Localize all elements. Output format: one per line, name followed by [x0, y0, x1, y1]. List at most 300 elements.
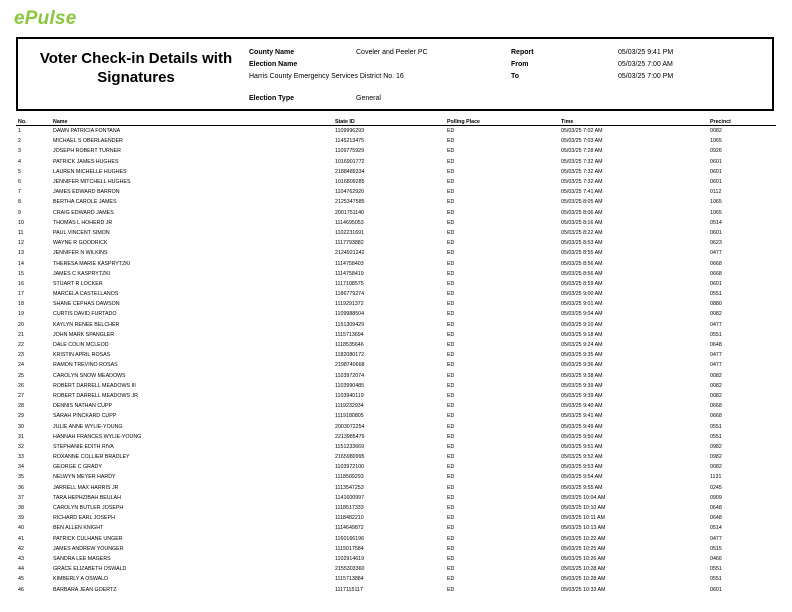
cell-polling-place: ED — [447, 138, 455, 145]
table-row — [16, 309, 776, 319]
table-row — [16, 574, 776, 584]
cell-no: 11 — [18, 229, 24, 236]
cell-precinct: 0926 — [710, 148, 722, 155]
cell-precinct: 0082 — [710, 311, 722, 318]
cell-polling-place: ED — [447, 342, 455, 349]
cell-state-id: 1141600997 — [335, 494, 365, 501]
cell-no: 45 — [18, 576, 24, 583]
cell-precinct: 0909 — [710, 494, 722, 501]
cell-polling-place: ED — [447, 494, 455, 501]
cell-precinct: 1065 — [710, 199, 722, 206]
report-header — [16, 37, 774, 111]
cell-no: 46 — [18, 586, 24, 593]
to-value: 05/03/25 7:00 PM — [618, 73, 674, 80]
cell-state-id: 1118509293 — [335, 474, 364, 481]
cell-state-id: 1113547253 — [335, 484, 364, 491]
cell-time: 05/03/25 10:22 AM — [561, 535, 606, 542]
cell-precinct: 0668 — [710, 413, 722, 420]
cell-state-id: 1151309429 — [335, 321, 365, 328]
cell-time: 05/03/25 10:26 AM — [561, 555, 606, 562]
cell-name: CRAIG EDWARD JAMES — [53, 209, 114, 216]
cell-name: JOHN MARK SPANGLER — [53, 331, 115, 338]
table-row — [16, 513, 776, 523]
cell-name: BARBARA JEAN GOERTZ — [53, 586, 117, 593]
cell-no: 39 — [18, 515, 24, 522]
cell-name: CURTIS DAVID FURTADO — [53, 311, 117, 318]
table-row — [16, 187, 776, 197]
cell-polling-place: ED — [447, 413, 455, 420]
cell-state-id: 1114649872 — [335, 525, 364, 532]
cell-time: 05/03/25 9:00 AM — [561, 291, 603, 298]
cell-no: 6 — [18, 179, 21, 186]
cell-time: 05/03/25 8:16 AM — [561, 219, 603, 226]
cell-no: 44 — [18, 566, 24, 573]
cell-state-id: 1102914619 — [335, 555, 365, 562]
table-row — [16, 483, 776, 493]
cell-state-id: 1115017584 — [335, 545, 364, 552]
col-header-name: Name — [51, 115, 333, 126]
cell-polling-place: ED — [447, 168, 455, 175]
table-row — [16, 167, 776, 177]
table-row — [16, 146, 776, 156]
table-row — [16, 238, 776, 248]
cell-name: JAMES C KASPRYTZKI — [53, 270, 111, 277]
cell-precinct: 0668 — [710, 260, 722, 267]
cell-polling-place: ED — [447, 260, 455, 267]
cell-state-id: 2001751140 — [335, 209, 365, 216]
cell-state-id: 1104762920 — [335, 189, 365, 196]
cell-time: 05/03/25 8:56 AM — [561, 260, 603, 267]
cell-name: THERESA MARIE KASPRYTZKI — [53, 260, 131, 267]
cell-no: 18 — [18, 301, 24, 308]
col-header-polling-place: Polling Place — [445, 115, 559, 126]
cell-name: JOSEPH ROBERT TURNER — [53, 148, 121, 155]
cell-precinct: 0551 — [710, 291, 722, 298]
cell-name: PATRICK JAMES HUGHES — [53, 158, 119, 165]
cell-polling-place: ED — [447, 321, 455, 328]
cell-state-id: 1109996293 — [335, 128, 365, 135]
cell-state-id: 1109775929 — [335, 148, 365, 155]
cell-no: 20 — [18, 321, 24, 328]
cell-no: 23 — [18, 352, 24, 359]
cell-precinct: 0648 — [710, 342, 722, 349]
cell-name: BERTHA CAROLE JAMES — [53, 199, 117, 206]
cell-polling-place: ED — [447, 240, 455, 247]
cell-precinct: 0082 — [710, 128, 722, 135]
cell-polling-place: ED — [447, 454, 455, 461]
cell-polling-place: ED — [447, 280, 455, 287]
cell-precinct: 0982 — [710, 454, 722, 461]
cell-time: 05/03/25 9:40 AM — [561, 403, 603, 410]
cell-state-id: 1109988504 — [335, 311, 365, 318]
cell-time: 05/03/25 7:32 AM — [561, 168, 603, 175]
table-row — [16, 340, 776, 350]
cell-time: 05/03/25 9:49 AM — [561, 423, 603, 430]
cell-state-id: 2213985479 — [335, 433, 365, 440]
cell-time: 05/03/25 7:32 AM — [561, 158, 603, 165]
cell-name: ROBERT DARRELL MEADOWS III — [53, 382, 136, 389]
cell-name: PATRICK CULHANE UNGER — [53, 535, 123, 542]
cell-precinct: 0551 — [710, 433, 722, 440]
cell-name: JENNIFER N WILKINS — [53, 250, 108, 257]
cell-precinct: 0082 — [710, 464, 722, 471]
cell-time: 05/03/25 10:13 AM — [561, 525, 606, 532]
cell-precinct: 0982 — [710, 443, 722, 450]
cell-name: SARAH PINCKARD CUPP — [53, 413, 117, 420]
cell-state-id: 1103972074 — [335, 372, 365, 379]
cell-precinct: 0112 — [710, 189, 722, 196]
cell-name: THOMAS L HOHERD JR — [53, 219, 113, 226]
cell-name: JARRELL MAX HARRIS JR — [53, 484, 119, 491]
table-row — [16, 136, 776, 146]
election-type-value: General — [356, 95, 381, 102]
cell-time: 05/03/25 10:10 AM — [561, 505, 606, 512]
cell-no: 17 — [18, 291, 24, 298]
cell-name: HANNAH FRANCES WYLIE-YOUNG — [53, 433, 142, 440]
cell-state-id: 2198740668 — [335, 362, 365, 369]
table-row — [16, 493, 776, 503]
table-row — [16, 503, 776, 513]
cell-no: 43 — [18, 555, 24, 562]
cell-state-id: 1117793882 — [335, 240, 364, 247]
table-row — [16, 452, 776, 462]
cell-precinct: 0551 — [710, 331, 722, 338]
cell-name: RICHARD EARL JOSEPH — [53, 515, 115, 522]
cell-precinct: 0551 — [710, 566, 722, 573]
cell-no: 35 — [18, 474, 24, 481]
cell-no: 32 — [18, 443, 24, 450]
cell-name: GEORGE C GRADY — [53, 464, 102, 471]
cell-name: DALE COLIN MCLEOD — [53, 342, 109, 349]
cell-polling-place: ED — [447, 423, 455, 430]
cell-polling-place: ED — [447, 555, 455, 562]
cell-polling-place: ED — [447, 525, 455, 532]
cell-polling-place: ED — [447, 199, 455, 206]
cell-name: JAMES ANDREW YOUNGER — [53, 545, 124, 552]
cell-polling-place: ED — [447, 209, 455, 216]
cell-polling-place: ED — [447, 352, 455, 359]
cell-state-id: 2165980995 — [335, 454, 365, 461]
cell-time: 05/03/25 9:39 AM — [561, 392, 603, 399]
cell-state-id: 1117115117 — [335, 586, 363, 593]
cell-name: KIMBERLY A OSWALD — [53, 576, 108, 583]
cell-no: 7 — [18, 189, 21, 196]
cell-state-id: 1151233669 — [335, 443, 365, 450]
table-row — [16, 299, 776, 309]
cell-time: 05/03/25 8:05 AM — [561, 199, 603, 206]
cell-state-id: 2155303360 — [335, 566, 365, 573]
cell-time: 05/03/25 9:53 AM — [561, 464, 603, 471]
cell-time: 05/03/25 7:03 AM — [561, 138, 603, 145]
cell-state-id: 2188489334 — [335, 168, 365, 175]
cell-no: 36 — [18, 484, 24, 491]
cell-state-id: 1114758419 — [335, 270, 364, 277]
cell-state-id: 1118535646 — [335, 342, 364, 349]
cell-name: CAROLYN BUTLER JOSEPH — [53, 505, 124, 512]
cell-polling-place: ED — [447, 189, 455, 196]
cell-state-id: 1117108575 — [335, 280, 364, 287]
table-row — [16, 177, 776, 187]
cell-polling-place: ED — [447, 392, 455, 399]
cell-no: 37 — [18, 494, 24, 501]
cell-polling-place: ED — [447, 128, 455, 135]
cell-time: 05/03/25 8:55 AM — [561, 250, 603, 257]
cell-no: 3 — [18, 148, 21, 155]
cell-no: 38 — [18, 505, 24, 512]
table-row — [16, 279, 776, 289]
cell-polling-place: ED — [447, 515, 455, 522]
cell-polling-place: ED — [447, 250, 455, 257]
table-row — [16, 258, 776, 268]
cell-polling-place: ED — [447, 576, 455, 583]
cell-state-id: 1182080172 — [335, 352, 365, 359]
cell-state-id: 2124921242 — [335, 250, 365, 257]
cell-polling-place: ED — [447, 443, 455, 450]
cell-polling-place: ED — [447, 331, 455, 338]
epulse-logo: ePulse — [14, 8, 77, 29]
cell-precinct: 0623 — [710, 240, 722, 247]
cell-precinct: 0601 — [710, 229, 722, 236]
cell-no: 12 — [18, 240, 24, 247]
cell-state-id: 1119291372 — [335, 301, 364, 308]
cell-time: 05/03/25 10:28 AM — [561, 576, 606, 583]
cell-state-id: 1186779274 — [335, 291, 365, 298]
cell-time: 05/03/25 9:04 AM — [561, 311, 603, 318]
cell-polling-place: ED — [447, 229, 455, 236]
cell-precinct: 1065 — [710, 138, 722, 145]
cell-name: CAROLYN SNOW MEADOWS — [53, 372, 126, 379]
cell-state-id: 1118517333 — [335, 505, 364, 512]
cell-no: 24 — [18, 362, 24, 369]
col-header-no: No. — [16, 115, 51, 126]
report-value: 05/03/25 9:41 PM — [618, 49, 674, 56]
cell-time: 05/03/25 10:25 AM — [561, 545, 606, 552]
cell-state-id: 1118482210 — [335, 515, 364, 522]
cell-time: 05/03/25 9:35 AM — [561, 352, 603, 359]
cell-name: MARCELA CASTELLANOS — [53, 291, 119, 298]
table-body — [16, 126, 776, 595]
cell-state-id: 1160166196 — [335, 535, 365, 542]
table-row — [16, 472, 776, 482]
cell-no: 30 — [18, 423, 24, 430]
county-name-label: County Name — [249, 49, 295, 56]
cell-no: 8 — [18, 199, 21, 206]
cell-name: BEN ALLEN KNIGHT — [53, 525, 104, 532]
cell-polling-place: ED — [447, 372, 455, 379]
table-row — [16, 330, 776, 340]
cell-time: 05/03/25 10:11 AM — [561, 515, 606, 522]
cell-time: 05/03/25 9:36 AM — [561, 362, 603, 369]
cell-polling-place: ED — [447, 545, 455, 552]
table-row — [16, 564, 776, 574]
cell-state-id: 2125347585 — [335, 199, 365, 206]
cell-polling-place: ED — [447, 505, 455, 512]
cell-state-id: 1114758403 — [335, 260, 364, 267]
cell-no: 21 — [18, 331, 24, 338]
table-row — [16, 584, 776, 594]
cell-time: 05/03/25 9:55 AM — [561, 484, 603, 491]
election-type-label: Election Type — [249, 95, 294, 102]
cell-state-id: 1115713884 — [335, 576, 364, 583]
table-row — [16, 228, 776, 238]
table-row — [16, 381, 776, 391]
election-name-label: Election Name — [249, 61, 298, 68]
cell-no: 16 — [18, 280, 24, 287]
cell-state-id: 1016901772 — [335, 158, 365, 165]
cell-polling-place: ED — [447, 403, 455, 410]
cell-name: WAYNE R GOODRICK — [53, 240, 108, 247]
cell-state-id: 1016809285 — [335, 179, 365, 186]
cell-precinct: 0515 — [710, 545, 722, 552]
cell-no: 28 — [18, 403, 24, 410]
cell-name: MICHAEL S OBERLAENDER — [53, 138, 123, 145]
cell-time: 05/03/25 8:06 AM — [561, 209, 603, 216]
cell-polling-place: ED — [447, 219, 455, 226]
cell-precinct: 0668 — [710, 270, 722, 277]
cell-precinct: 0880 — [710, 301, 722, 308]
cell-no: 9 — [18, 209, 21, 216]
cell-name: DAWN PATRICIA FONTANA — [53, 128, 121, 135]
cell-no: 34 — [18, 464, 24, 471]
cell-name: JAMES EDWARD BARRON — [53, 189, 120, 196]
table-row — [16, 248, 776, 258]
cell-no: 31 — [18, 433, 24, 440]
cell-name: RAMON TREVINO ROSAS — [53, 362, 118, 369]
cell-no: 41 — [18, 535, 24, 542]
cell-polling-place: ED — [447, 270, 455, 277]
cell-precinct: 0477 — [710, 352, 722, 359]
cell-time: 05/03/25 9:38 AM — [561, 372, 603, 379]
cell-name: KAYLYN RENEE BELCHER — [53, 321, 120, 328]
cell-no: 19 — [18, 311, 24, 318]
col-header-state-id: State ID — [333, 115, 445, 126]
cell-name: DENNIS NATHAN CUPP — [53, 403, 113, 410]
table-row — [16, 421, 776, 431]
cell-state-id: 1103990485 — [335, 382, 365, 389]
cell-polling-place: ED — [447, 566, 455, 573]
cell-polling-place: ED — [447, 433, 455, 440]
cell-state-id: 1119232934 — [335, 403, 364, 410]
cell-no: 15 — [18, 270, 24, 277]
table-header-row — [16, 115, 776, 126]
cell-time: 05/03/25 9:41 AM — [561, 413, 603, 420]
cell-time: 05/03/25 8:56 AM — [561, 270, 603, 277]
table-row — [16, 371, 776, 381]
table-row — [16, 360, 776, 370]
table-row — [16, 523, 776, 533]
cell-name: ROXANNE COLLIER BRADLEY — [53, 454, 130, 461]
cell-no: 26 — [18, 382, 24, 389]
cell-time: 05/03/25 9:18 AM — [561, 331, 603, 338]
cell-precinct: 0668 — [710, 403, 722, 410]
cell-polling-place: ED — [447, 535, 455, 542]
table-row — [16, 197, 776, 207]
cell-time: 05/03/25 10:04 AM — [561, 494, 606, 501]
cell-state-id: 1114695053 — [335, 219, 364, 226]
cell-precinct: 1065 — [710, 209, 722, 216]
cell-polling-place: ED — [447, 148, 455, 155]
table-row — [16, 350, 776, 360]
cell-time: 05/03/25 8:22 AM — [561, 229, 603, 236]
cell-no: 29 — [18, 413, 24, 420]
election-name-value: Harris County Emergency Services District No. 16 — [249, 73, 404, 80]
cell-state-id: 2003072254 — [335, 423, 365, 430]
cell-precinct: 0648 — [710, 515, 722, 522]
cell-name: LAUREN MICHELLE HUGHES — [53, 168, 127, 175]
cell-time: 05/03/25 9:39 AM — [561, 382, 603, 389]
table-row — [16, 554, 776, 564]
cell-polling-place: ED — [447, 301, 455, 308]
cell-no: 27 — [18, 392, 24, 399]
cell-time: 05/03/25 7:02 AM — [561, 128, 603, 135]
cell-precinct: 0551 — [710, 423, 722, 430]
cell-time: 05/03/25 9:52 AM — [561, 454, 603, 461]
table-row — [16, 157, 776, 167]
table-row — [16, 411, 776, 421]
cell-no: 1 — [18, 128, 21, 135]
cell-precinct: 0514 — [710, 525, 722, 532]
cell-state-id: 1103972100 — [335, 464, 365, 471]
cell-name: PAUL VINCENT SIMON — [53, 229, 110, 236]
cell-polling-place: ED — [447, 311, 455, 318]
cell-name: TARA HEPHZIBAH BEULAH — [53, 494, 121, 501]
cell-time: 05/03/25 9:01 AM — [561, 301, 603, 308]
cell-precinct: 0514 — [710, 219, 722, 226]
cell-polling-place: ED — [447, 464, 455, 471]
cell-name: JENNIFER MITCHELL HUGHES — [53, 179, 131, 186]
cell-time: 05/03/25 9:10 AM — [561, 321, 603, 328]
cell-time: 05/03/25 8:59 AM — [561, 280, 603, 287]
cell-precinct: 0477 — [710, 321, 722, 328]
cell-state-id: 1102231691 — [335, 229, 365, 236]
table-row — [16, 208, 776, 218]
cell-no: 10 — [18, 219, 24, 226]
cell-time: 05/03/25 7:41 AM — [561, 189, 603, 196]
cell-precinct: 0245 — [710, 484, 722, 491]
cell-time: 05/03/25 8:53 AM — [561, 240, 603, 247]
cell-no: 42 — [18, 545, 24, 552]
cell-precinct: 0082 — [710, 392, 722, 399]
cell-polling-place: ED — [447, 158, 455, 165]
cell-polling-place: ED — [447, 586, 455, 593]
table-row — [16, 432, 776, 442]
cell-precinct: 0082 — [710, 372, 722, 379]
table-row — [16, 544, 776, 554]
cell-polling-place: ED — [447, 474, 455, 481]
col-header-precinct: Precinct — [708, 115, 776, 126]
cell-name: STEPHANIE EDITH RIVA — [53, 443, 114, 450]
cell-polling-place: ED — [447, 291, 455, 298]
cell-precinct: 0648 — [710, 505, 722, 512]
cell-no: 13 — [18, 250, 24, 257]
cell-no: 14 — [18, 260, 24, 267]
cell-no: 4 — [18, 158, 21, 165]
report-label: Report — [511, 49, 534, 56]
cell-no: 2 — [18, 138, 21, 145]
cell-name: STUART R LOCKER — [53, 280, 103, 287]
cell-time: 05/03/25 9:54 AM — [561, 474, 603, 481]
cell-state-id: 1115713694 — [335, 331, 364, 338]
from-value: 05/03/25 7:00 AM — [618, 61, 673, 68]
cell-precinct: 1131 — [710, 474, 722, 481]
cell-precinct: 0601 — [710, 280, 722, 287]
cell-name: GRACE ELIZABETH OSWALD — [53, 566, 127, 573]
checkin-table — [16, 115, 776, 595]
county-name-value: Coveler and Peeler PC — [356, 49, 428, 56]
cell-name: ROBERT DARRELL MEADOWS JR — [53, 392, 138, 399]
cell-precinct: 0477 — [710, 250, 722, 257]
cell-time: 05/03/25 10:33 AM — [561, 586, 606, 593]
